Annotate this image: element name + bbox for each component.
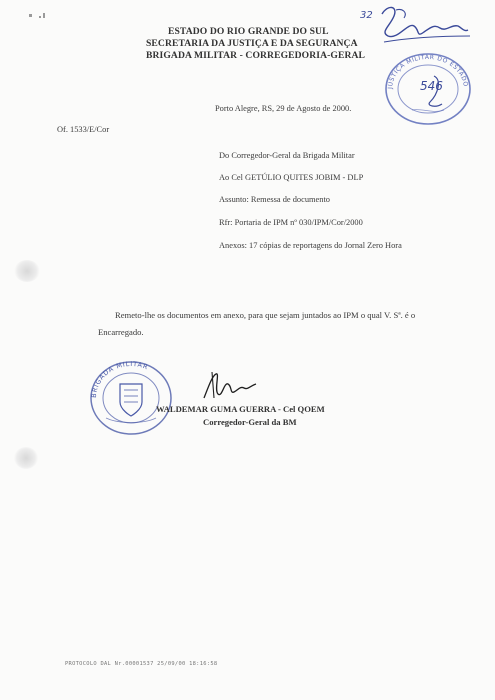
signatory-name: WALDEMAR GUMA GUERRA - Cel QOEM (156, 404, 325, 414)
stamp-ring-text: JUSTIÇA MILITAR DO ESTADO (386, 53, 469, 90)
scan-mark (39, 16, 41, 18)
court-stamp-icon (382, 50, 474, 128)
header-state: ESTADO DO RIO GRANDE DO SUL (168, 26, 329, 37)
left-stamp-ring-text: BRIGADA MILITAR (89, 359, 150, 399)
military-brigade-stamp-icon (88, 358, 174, 438)
routing-subject: Assunto: Remessa de documento (219, 195, 330, 204)
body-paragraph (98, 307, 423, 341)
header-secretariat: SECRETARIA DA JUSTIÇA E DA SEGURANÇA (146, 38, 358, 49)
protocol-footer: PROTOCOLO DAL Nr.00001537 25/09/00 18:16:58 (65, 661, 218, 667)
routing-attachments: Anexos: 17 cópias de reportagens do Jornal Zero Hora (219, 241, 402, 250)
annotation-number: 32 (360, 10, 373, 21)
routing-from: Do Corregedor-Geral da Brigada Militar (219, 151, 355, 160)
place-date: Porto Alegre, RS, 29 de Agosto de 2000. (215, 104, 352, 113)
stamp-number: 546 (420, 79, 443, 93)
header-department: BRIGADA MILITAR - CORREGEDORIA-GERAL (146, 50, 366, 61)
body-line-1: Remeto-lhe os documentos em anexo, para que sejam juntados ao IPM o qual V. Sª. é o (115, 310, 416, 320)
routing-to: Ao Cel GETÚLIO QUITES JOBIM - DLP (219, 173, 364, 182)
office-reference: Of. 1533/E/Cor (57, 125, 110, 134)
scan-mark (29, 14, 32, 17)
punch-hole-smudge (14, 260, 40, 282)
scan-mark (43, 13, 45, 18)
body-line-2: Encarregado. (98, 327, 144, 337)
punch-hole-smudge (14, 447, 38, 469)
handwritten-signature-icon (200, 368, 260, 404)
routing-reference: Rfr: Portaria de IPM nº 030/IPM/Cor/2000 (219, 218, 363, 227)
signatory-role: Corregedor-Geral da BM (203, 417, 297, 427)
handwritten-annotation-icon (358, 2, 478, 52)
